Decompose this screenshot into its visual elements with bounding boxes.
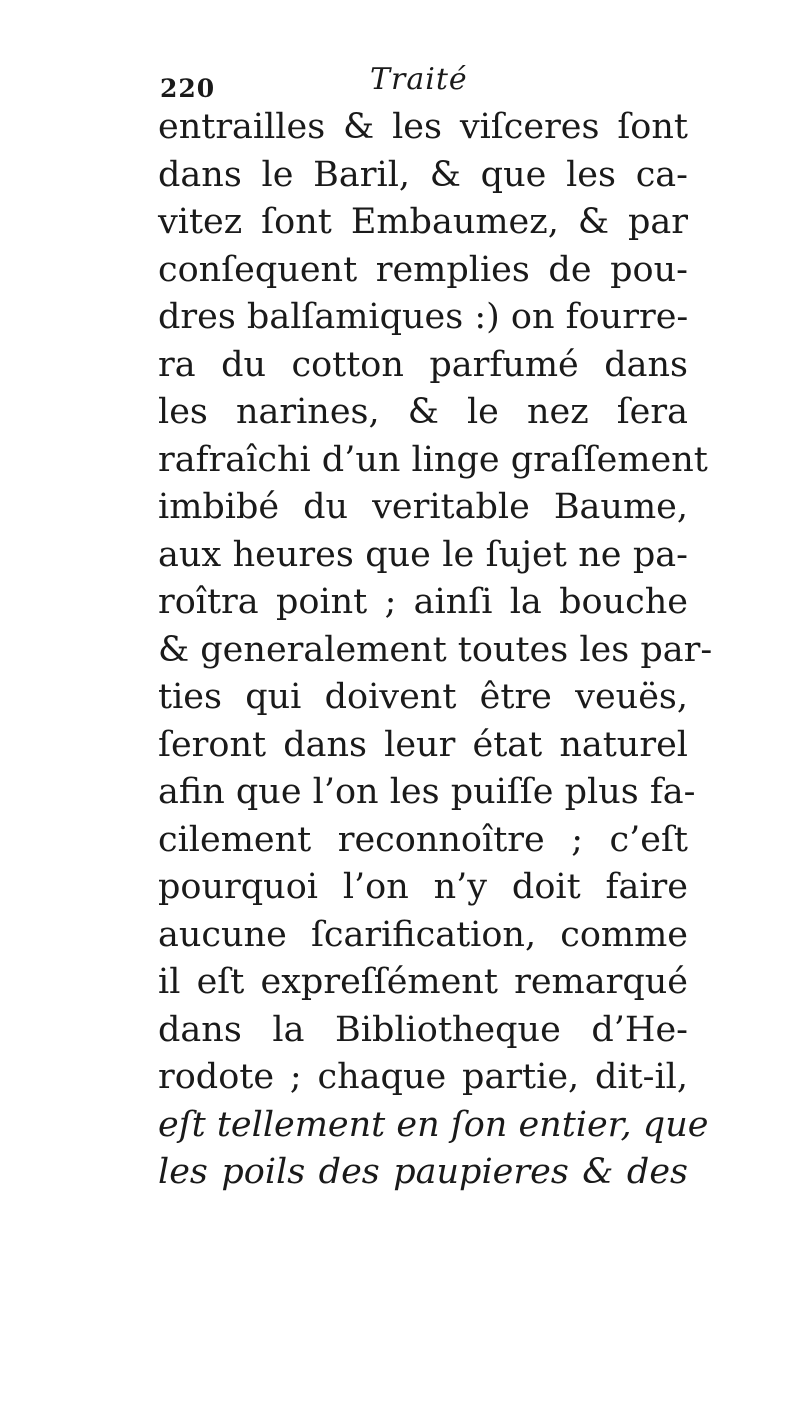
- text-line: les narines, & le nez ſera: [158, 392, 688, 432]
- text-line: afin que l’on les puiſſe plus fa-: [158, 772, 696, 812]
- page-number: 220: [160, 74, 216, 103]
- text-line: rafraîchi d’un linge graſſement: [158, 439, 708, 480]
- text-line: il eſt expreſſément remarqué: [158, 962, 688, 1002]
- text-line: les poils des paupieres & des: [158, 1152, 688, 1192]
- text-line: ra du cotton parfumé dans: [158, 344, 688, 385]
- text-line: imbibé du veritable Baume,: [158, 487, 688, 527]
- running-title: Traité: [370, 62, 468, 97]
- text-line: eſt tellement en ſon entier, que: [158, 1104, 709, 1145]
- text-line: entrailles & les viſceres ſont: [158, 107, 688, 147]
- text-line: cilement reconnoître ; c’eſt: [158, 819, 688, 860]
- text-line: dres balſamiques :) on fourre-: [158, 297, 689, 337]
- text-line: & generalement toutes les par-: [158, 629, 713, 670]
- text-line: roîtra point ; ainſi la bouche: [158, 582, 688, 622]
- text-line: ties qui doivent être veuës,: [158, 677, 688, 717]
- text-line: vitez ſont Embaumez, & par: [158, 202, 688, 242]
- running-head: [160, 62, 700, 102]
- body-text: [158, 104, 713, 1197]
- text-line: aux heures que le ſujet ne pa-: [158, 534, 688, 575]
- text-line: conſequent remplies de pou-: [158, 249, 688, 290]
- text-line: ſeront dans leur état naturel: [158, 724, 688, 765]
- text-line: dans la Bibliotheque d’He-: [158, 1009, 688, 1050]
- text-line: aucune ſcarification, comme: [158, 914, 688, 955]
- text-line: dans le Baril, & que les ca-: [158, 154, 688, 195]
- text-line: pourquoi l’on n’y doit faire: [158, 867, 688, 907]
- text-line: rodote ; chaque partie, dit-il,: [158, 1057, 688, 1097]
